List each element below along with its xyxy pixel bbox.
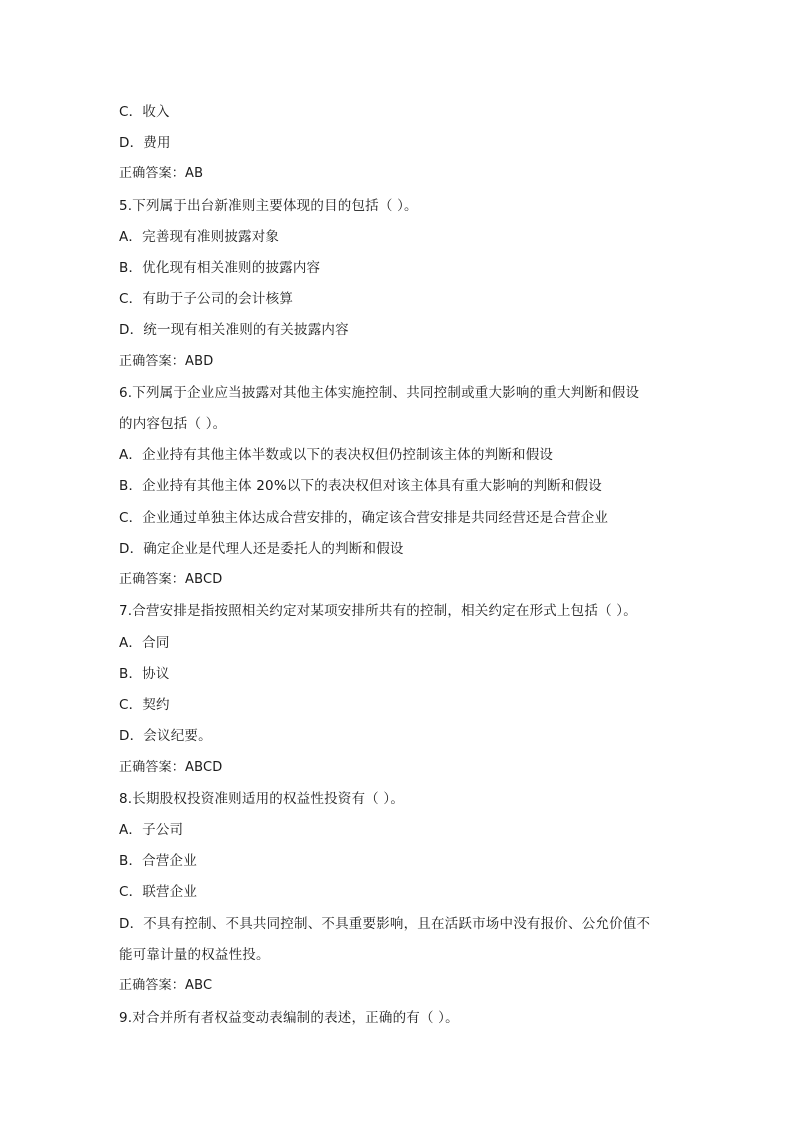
option-c-text: C．收入 <box>119 104 170 120</box>
option-b-text: B．企业持有其他主体 20%以下的表决权但对该主体具有重大影响的判断和假设 <box>119 478 602 494</box>
option-c-text: C．企业通过单独主体达成合营安排的，确定该合营安排是共同经营还是合营企业 <box>119 510 609 526</box>
option-d-text: D．统一现有相关准则的有关披露内容 <box>119 322 349 338</box>
question-5-text: 5.下列属于出台新准则主要体现的目的包括（ ）。 <box>119 198 418 214</box>
option-d-text: D．确定企业是代理人还是委托人的判断和假设 <box>119 541 404 557</box>
option-a-text: A．企业持有其他主体半数或以下的表决权但仍控制该主体的判断和假设 <box>119 447 554 463</box>
question-8-text: 8.长期股权投资准则适用的权益性投资有（ ）。 <box>119 791 405 807</box>
option-c-text: C．有助于子公司的会计核算 <box>119 291 294 307</box>
question-9-text: 9.对合并所有者权益变动表编制的表述，正确的有（ ）。 <box>119 1010 459 1026</box>
option-a-text: A．合同 <box>119 635 170 651</box>
option-b-text: B．协议 <box>119 666 170 682</box>
option-d-text: D．费用 <box>119 135 171 151</box>
question-6-text-continued: 的内容包括（ ）。 <box>119 416 227 432</box>
correct-answer-text: 正确答案：ABD <box>119 354 214 369</box>
question-6-text: 6.下列属于企业应当披露对其他主体实施控制、共同控制或重大影响的重大判断和假设 <box>119 385 640 401</box>
option-a-text: A．子公司 <box>119 822 184 838</box>
option-d-text: D．不具有控制、不具共同控制、不具重要影响，且在活跃市场中没有报价、公允价值不 <box>119 916 651 932</box>
question-7-text: 7.合营安排是指按照相关约定对某项安排所共有的控制，相关约定在形式上包括（ ）。 <box>119 603 637 619</box>
option-d-text-continued: 能可靠计量的权益性投。 <box>119 947 270 963</box>
correct-answer-text: 正确答案：ABCD <box>119 572 223 587</box>
option-b-text: B．合营企业 <box>119 853 197 869</box>
option-c-text: C．联营企业 <box>119 884 198 900</box>
option-c-text: C．契约 <box>119 697 170 713</box>
option-a-text: A．完善现有准则披露对象 <box>119 229 280 245</box>
option-b-text: B．优化现有相关准则的披露内容 <box>119 260 321 276</box>
correct-answer-text: 正确答案：ABCD <box>119 760 223 775</box>
correct-answer-text: 正确答案：AB <box>119 166 204 181</box>
correct-answer-text: 正确答案：ABC <box>119 978 213 993</box>
option-d-text: D．会议纪要。 <box>119 728 212 744</box>
